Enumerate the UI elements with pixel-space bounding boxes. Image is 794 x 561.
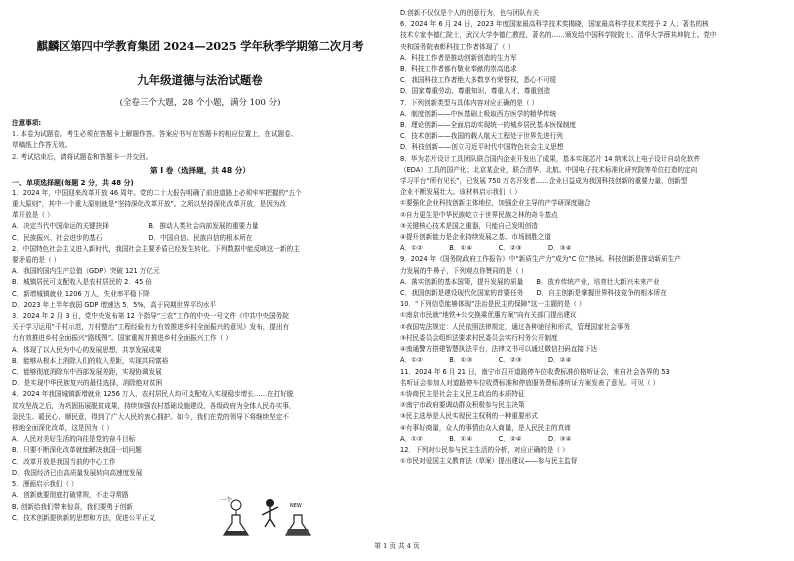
left-question-line: 急民生、暖民心、顺民意，得到了广大人民的衷心拥护。如今，我们在党的领导下将继续坚定不 [12,412,289,421]
left-question-list [12,188,388,524]
right-question-line: C．技术创新——我国的载人航天工程处于世界先进行列 [400,132,563,141]
right-question-line: 企业不断发展壮大。该材料启示我们（ ） [400,188,521,197]
part-heading: 一、单项选择题(每题 2 分，共 48 分) [12,178,134,187]
left-question-line: B．只要不断深化改革就能解决我国一切问题 [12,446,142,455]
right-question-line: 6．2024 年 6 月 24 日，2023 年度国家最高科学技术奖揭晓，国家最高科学技术奖授予 2 人；著名的核 [400,20,709,29]
cartoon-left-caption: 一个 [220,497,233,504]
right-question-line: ②我国宪法规定：人民依照法律规定，通过各种途径和形式，管理国家社会事务 [400,322,631,331]
right-question-line: C．我国创新是建设现代化国家的首要任务 D．自主创新是掌握世界科技竞争的根本所在 [400,289,667,298]
right-question-line: ③村民委员会组织法要求村民委员会实行村务公开制度 [400,333,558,342]
right-question-line: B．理论创新——全面启动实现统一的城乡居民基本医保制度 [400,121,576,130]
right-question-line: ②自力更生是中华民族屹立于世界民族之林的奇斗基点 [400,210,558,219]
right-question-line: 学习平台“所有见长”，已发展 750 万名开发者……企业日益成为我国科技创新的重要力量，创新型 [400,177,688,186]
right-question-line: 10．“下列信息能够体现“法治是民主的保障”这一主题的是（ ） [400,300,586,309]
left-question-line: D．是实现中华民族复兴的最佳选择，消除绝对贫困 [12,379,163,388]
right-question-line: ①要强化企业科技创新主体地位，加强企业主导的产学研深度融合 [400,199,591,208]
left-question-line: 关于学习运用“千村示范，万村整治”工程经验有力有效推进乡村全面振兴的意见》发布，提出有 [12,323,290,332]
left-question-line: 5．漫画启示我们（ ） [12,480,78,489]
right-question-line: ①协商民主是社会主义民主政治的本质特征 [400,389,525,398]
notes-item: 草稿纸上作答无效。 [12,141,72,150]
left-question-line: 2．中国特色社会主义进入新时代，我国社会主要矛盾已经发生转化。下列数据中能反映这一新的主 [12,244,300,253]
left-question-line: 力有效推进乡村全面振兴“路线图”。国家重视并推进乡村全面振兴工作（ ） [12,334,232,343]
right-question-list [400,8,784,467]
right-question-line: D．科技创新——创立习近平时代中国特色社会主义思想 [400,143,564,152]
right-question-line: ②南宁市政府要调动群众积极参与民主决策 [400,401,525,410]
notes-item: 2. 考试结束后，请将试题卷和答题卡一并交回。 [12,152,153,161]
right-question-line: ③民主选举是人民实现民主权利的一种重要形式 [400,412,538,421]
right-question-line: D．国家尊重劳动、尊重知识、尊重人才、尊重创造 [400,87,551,96]
right-question-line: A．制度创新——中医基础上吸取西方医学的精华传统 [400,109,557,118]
left-question-line: 贫攻坚战之后，为巩固拓展脱贫成果，持续加强农村基础设施建设，各级政府为全体人民办实事， [12,401,296,410]
right-question-line: A．落实创新的基本国策，提升发展的质量 B．放弃传统产业，培育壮大新兴未来产业 [400,277,660,286]
left-question-line: C．新增城镇就业 1206 万人，失业率平稳下降 [12,289,150,298]
right-question-line: 央和国务院表彰科技工作者体现了（ ） [400,42,515,51]
cartoon-right-flask [286,515,310,535]
cartoon-left-flask [224,500,248,535]
left-question-line: B．能够从根本上消除人们的收入差距，实现共同富裕 [12,356,169,365]
right-question-line: 9．2024 年《国务院政府工作报告》中“新质生产力”成为“C 位”热词。科技创新是推动新质生产 [400,255,681,264]
notes-item: 1. 本卷为试题卷。考生必须在答题卡上解题作答。答案应书写在答题卡的相应位置上，在试题卷、 [12,130,298,139]
exam-title: 麒麟区第四中学教育集团 2024—2025 学年秋季学期第二次月考 [36,39,364,53]
exam-score-note: (全卷三个大题，28 个小题，满分 100 分) [119,98,281,108]
right-question-line: D.创新不仅仅是个人的创意行为，也与团队有关 [400,9,540,17]
right-question-line: ④有事好商量，众人的事情由众人商量，是人民民主的真谛 [400,423,571,432]
notes-heading: 注意事项: [12,119,42,127]
innovation-cartoon [218,493,318,539]
right-question-line: （EDA）工具的国产化；北京某企业，联合清华、北航、中国电子技术标准化研究院等单位打造的定向 [400,165,698,174]
left-question-line: D．2023 年上半年我国 GDP 增速达 5．5%，高于同期世界平均水平 [12,300,217,309]
right-question-line: 技术专家李德仁院士，武汉大学李德仁教授，著名的……颁发给中国科学院院士、清华大学薛其坤院士。党中 [400,31,717,40]
right-question-line: 名听证会参加人对道路停车位收费标准和停放服务费标准听证方案发表了意见。可见（ ） [400,378,660,387]
left-question-line: C．民族振兴、社会进步的基石 D．中国自信、民族自信的根本所在 [12,233,253,242]
left-question-line: 移地全面深化改革，这是因为（ ） [12,424,114,433]
left-question-line: B. 创新给我们带来惊喜，我们要勇于创新 [12,502,133,511]
page-footer: 第 1 页 共 4 页 [374,542,420,550]
right-question-line: ①市民对爱国主义教育法（草案）提出建议——参与民主监督 [400,457,578,466]
right-question-line: ④南通警方搭建智慧执法平台，法律文书可以通过微信扫码直接下达 [400,345,598,354]
left-question-line: A．决定当代中国命运的关键抉择 B．推动人类社会向前发展的重要力量 [12,222,259,231]
left-question-line: 3．2024 年 2 月 3 日，党中央发布第 12 个指导“三农”工作的中央一号文件《中共中央国务院 [12,312,289,321]
notes-block [12,118,388,163]
right-question-line: 7．下列创新类型与具体内容对应正确的是（ ） [400,98,539,107]
left-question-line: C．改革开放是我国当前的中心工作 [12,457,116,466]
left-question-line: 1．2024 年，中国迎来改革开放 46 周年。党的二十大报告明确了前进道路上必须牢牢把握的“五个 [12,188,302,197]
cartoon-right-caption: NEW [290,503,302,509]
right-question-line: 8．华为芯片设计工具团队联合国内企业开发出了成果，基本实现芯片 14 纳米以上电子设计自动化软件 [400,154,701,163]
right-question-line: A．①② B．①④ C．②④ D．③④ [400,434,572,443]
right-question-line: 11．2024 年 6 月 21 日，南宁市召开道路停车位收费标准价格听证会，来自社会各界的 53 [400,367,670,376]
right-column [400,8,784,467]
left-question-line: D．我国经济已由高质量发展转向高速度发展 [12,468,143,477]
left-question-line: B．城镇居民可支配收入是农村居民的 2．45 倍 [12,278,152,287]
left-question-line: 4．2024 年我国城镇新增就业 1256 万人，农村居民人均可支配收入实现稳步增长……在打好脱 [12,390,294,399]
left-question-line: A．创新就要彻底打破常规，不走寻常路 [12,491,129,500]
left-question-line: 重大原则”，其中一个重大原则就是“坚持深化改革开放”。之所以坚持深化改革开放，是因为改 [12,200,286,209]
right-question-line: A．科技工作者是推动创新创造的生力军 [400,53,517,62]
section-heading: 第 Ⅰ 卷（选择题，共 48 分） [150,165,250,175]
left-question-line: C．技术创新提供新的思想和方法，促进公平正义 [12,513,156,522]
left-question-line: A．人民对美好生活的向往是党的奋斗目标 [12,435,136,444]
right-question-line: ①南京市民就“地铁+公交换乘优惠方案”向有关部门提出建议 [400,311,577,320]
right-question-line: 力发展的牛鼻子，下列观点你赞同的是（ ） [400,266,528,275]
right-question-line: ④提升创新能力是企业持续发展之基、市场制胜之道 [400,233,551,242]
left-question-line: C．能够彻底消除东中西部发展差距，实现协调发展 [12,368,162,377]
left-question-line: 革开放是（ ） [12,211,54,220]
right-question-line: ③关键核心技术是国之重器，只能自己发明创造 [400,221,538,230]
left-question-line: 要矛盾的是（ ） [12,256,61,265]
left-question-line: A．体现了以人民为中心的发展思想，共享发展成果 [12,345,162,354]
right-question-line: C．我国科技工作者绝大多数享有荣誉权，悉心不可缓 [400,76,557,85]
right-question-line: A．①② B．①④ C．②③ D．③④ [400,244,572,253]
right-question-line: 12．下列对公民参与民主生活的分析，对应正确的是（ ） [400,445,569,454]
left-question-line: A．我国的国内生产总值（GDP）突破 121 万亿元 [12,267,160,276]
right-question-line: A．①② B．①③ C．②③ D．②④ [400,356,572,365]
exam-subtitle-title: 九年级道德与法治试题卷 [137,73,263,87]
right-question-line: B．科技工作者都有敬业奉献的崇高追求 [400,65,517,74]
left-column [12,8,388,524]
cartoon-person [262,499,278,527]
